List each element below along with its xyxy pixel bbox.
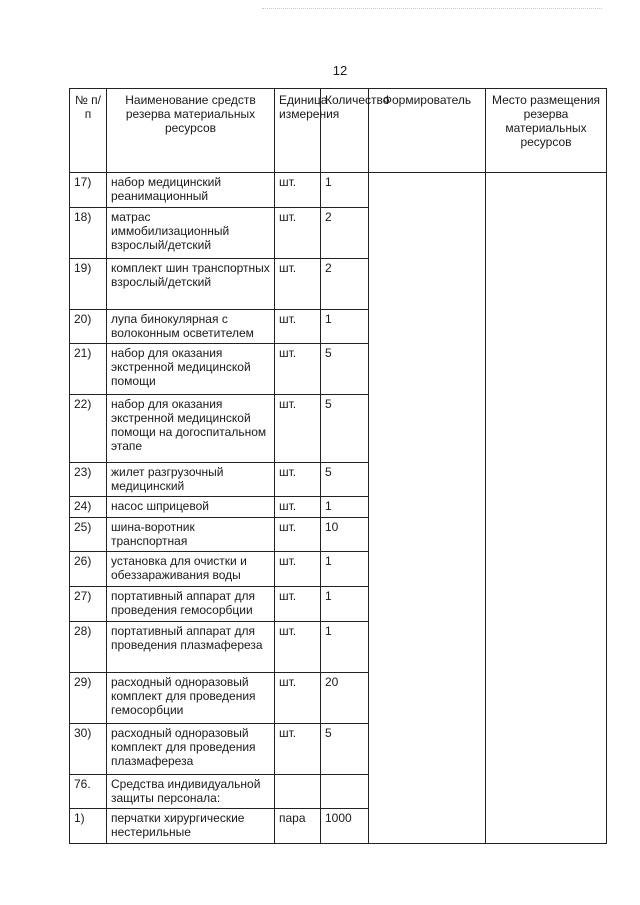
cell-name: жилет разгрузочный медицинский [107, 462, 275, 497]
cell-num: 30) [70, 723, 107, 774]
cell-unit: шт. [275, 395, 321, 462]
cell-name: перчатки хирургические нестерильные [107, 809, 275, 844]
cell-qty: 1 [321, 552, 369, 587]
scan-artifact-line [262, 8, 602, 11]
cell-name: портативный аппарат для проведения плазмафереза [107, 621, 275, 672]
cell-name: портативный аппарат для проведения гемосорбции [107, 586, 275, 621]
cell-qty: 1000 [321, 809, 369, 844]
cell-name: комплект шин транспортных взрослый/детский [107, 258, 275, 309]
cell-num: 18) [70, 207, 107, 258]
cell-qty: 5 [321, 395, 369, 462]
cell-num: 26) [70, 552, 107, 587]
cell-num: 19) [70, 258, 107, 309]
cell-unit: шт. [275, 207, 321, 258]
cell-num: 22) [70, 395, 107, 462]
header-num: № п/п [70, 89, 107, 173]
cell-name: расходный одноразовый комплект для проведения гемосорбции [107, 672, 275, 723]
cell-name: матрас иммобилизационный взрослый/детский [107, 207, 275, 258]
cell-num: 23) [70, 462, 107, 497]
table-header-row [70, 89, 607, 173]
cell-unit: шт. [275, 517, 321, 552]
cell-name: установка для очистки и обеззараживания воды [107, 552, 275, 587]
cell-unit: шт. [275, 344, 321, 395]
cell-num: 28) [70, 621, 107, 672]
header-qty: Количество [321, 89, 369, 173]
reserve-table [69, 88, 607, 844]
cell-qty [321, 774, 369, 809]
cell-num: 76. [70, 774, 107, 809]
cell-num: 21) [70, 344, 107, 395]
cell-qty: 1 [321, 586, 369, 621]
cell-qty: 10 [321, 517, 369, 552]
cell-num: 17) [70, 173, 107, 208]
cell-unit: шт. [275, 258, 321, 309]
cell-name: шина-воротник транспортная [107, 517, 275, 552]
cell-name: насос шприцевой [107, 497, 275, 517]
cell-name: набор для оказания экстренной медицинской помощи на догоспитальном этапе [107, 395, 275, 462]
cell-unit: шт. [275, 309, 321, 344]
cell-unit: шт. [275, 586, 321, 621]
cell-num: 24) [70, 497, 107, 517]
cell-qty: 5 [321, 723, 369, 774]
cell-former-merged [369, 173, 486, 844]
cell-qty: 2 [321, 207, 369, 258]
cell-unit: шт. [275, 173, 321, 208]
header-name: Наименование средств резерва материальных ресурсов [107, 89, 275, 173]
cell-qty: 20 [321, 672, 369, 723]
cell-qty: 1 [321, 173, 369, 208]
cell-unit: пара [275, 809, 321, 844]
cell-unit: шт. [275, 552, 321, 587]
cell-place-merged [486, 173, 607, 844]
page-number: 12 [332, 63, 348, 78]
cell-name: расходный одноразовый комплект для проведения плазмафереза [107, 723, 275, 774]
cell-num: 25) [70, 517, 107, 552]
cell-name: набор для оказания экстренной медицинской помощи [107, 344, 275, 395]
cell-num: 29) [70, 672, 107, 723]
cell-name: Средства индивидуальной защиты персонала: [107, 774, 275, 809]
table-row [70, 173, 607, 208]
header-place: Место размещения резерва материальных ресурсов [486, 89, 607, 173]
cell-name: набор медицинский реанимационный [107, 173, 275, 208]
cell-name: лупа бинокулярная с волоконным осветителем [107, 309, 275, 344]
cell-num: 1) [70, 809, 107, 844]
cell-num: 20) [70, 309, 107, 344]
cell-qty: 2 [321, 258, 369, 309]
cell-unit: шт. [275, 497, 321, 517]
cell-unit [275, 774, 321, 809]
header-former: Формирователь [369, 89, 486, 173]
cell-unit: шт. [275, 462, 321, 497]
cell-unit: шт. [275, 672, 321, 723]
cell-qty: 1 [321, 309, 369, 344]
cell-unit: шт. [275, 723, 321, 774]
cell-qty: 5 [321, 344, 369, 395]
header-unit: Единица измерения [275, 89, 321, 173]
cell-qty: 5 [321, 462, 369, 497]
cell-qty: 1 [321, 621, 369, 672]
cell-unit: шт. [275, 621, 321, 672]
table-body [70, 173, 607, 844]
cell-qty: 1 [321, 497, 369, 517]
cell-num: 27) [70, 586, 107, 621]
